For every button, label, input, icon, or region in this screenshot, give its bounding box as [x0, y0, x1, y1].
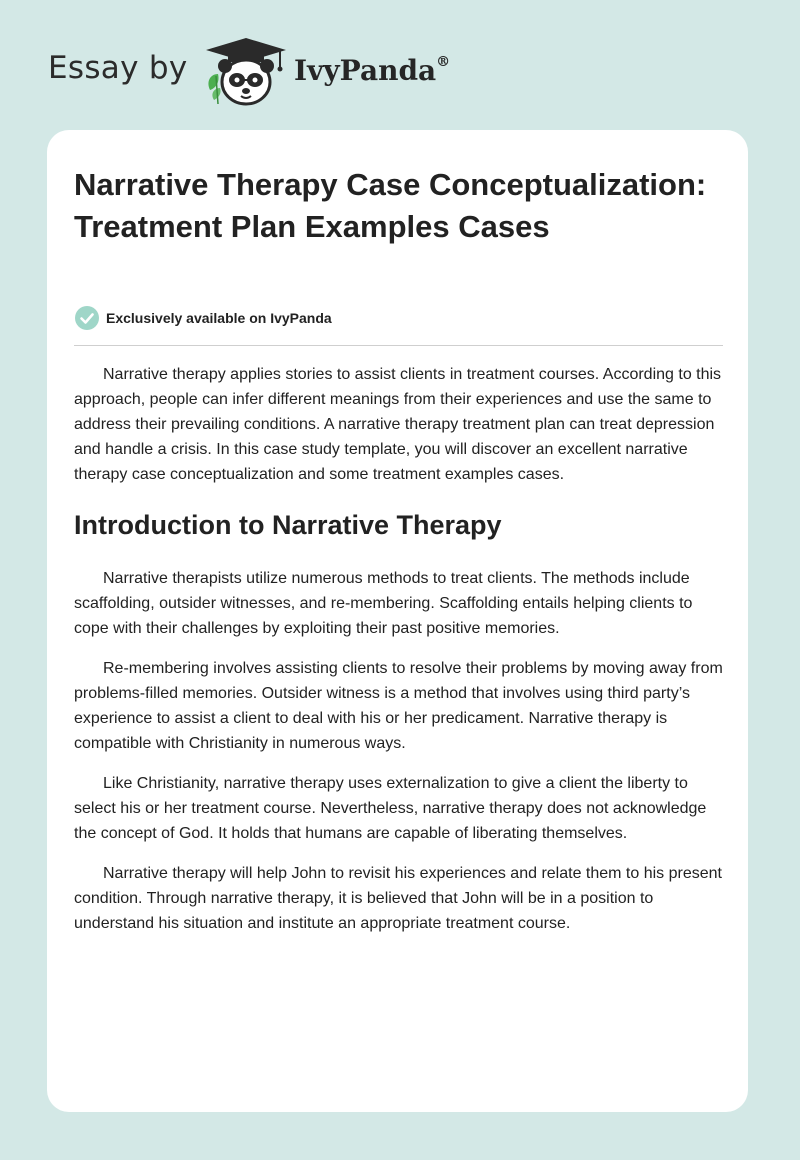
exclusive-badge [74, 305, 332, 331]
section-heading: Introduction to Narrative Therapy [74, 510, 502, 540]
divider [74, 345, 723, 346]
body-paragraph: Narrative therapists utilize numerous methods to treat clients. The methods include scaffolding, outsider witnesses, and re-membering. Scaffolding entails helping clients to cope with their challenges by exploiting their past positive memories. [74, 570, 693, 637]
check-circle-icon [74, 305, 100, 331]
article-card [47, 130, 748, 1112]
brand-prefix: Essay by [48, 50, 188, 86]
brand-name-text: IvyPanda [294, 54, 437, 87]
site-header [0, 0, 800, 130]
page-title: Narrative Therapy Case Conceptualization: Treatment Plan Examples Cases [74, 167, 707, 244]
registered-mark: ® [436, 53, 451, 70]
body-paragraph: Re-membering involves assisting clients to resolve their problems by moving away from problems-filled memories. Outsider witness is a method that involves using third party’s experience to assist a client to deal with his or her predicament. Narrative therapy is compatible with Christianity in numerous ways. [74, 660, 723, 752]
brand-name[interactable] [294, 54, 450, 87]
body-paragraph: Narrative therapy will help John to revisit his experiences and relate them to his present condition. Through narrative therapy, it is believed that John will be in a position to understand his situation and institute an appropriate treatment course. [74, 865, 722, 932]
intro-paragraph: Narrative therapy applies stories to assist clients in treatment courses. According to this approach, people can infer different meanings from their experiences and use the same to address their prevailing conditions. A narrative therapy treatment plan can treat depression and handle a crisis. In this case study template, you will discover an excellent narrative therapy case conceptualization and some treatment examples cases. [74, 366, 722, 483]
article-body [74, 362, 726, 951]
panda-graduate-logo-icon[interactable] [200, 34, 292, 110]
exclusive-badge-text: Exclusively available on IvyPanda [106, 310, 332, 326]
body-paragraph: Like Christianity, narrative therapy uses externalization to give a client the liberty to select his or her treatment course. Nevertheless, narrative therapy does not acknowledge the concept of God. It holds that humans are capable of liberating themselves. [74, 775, 707, 842]
